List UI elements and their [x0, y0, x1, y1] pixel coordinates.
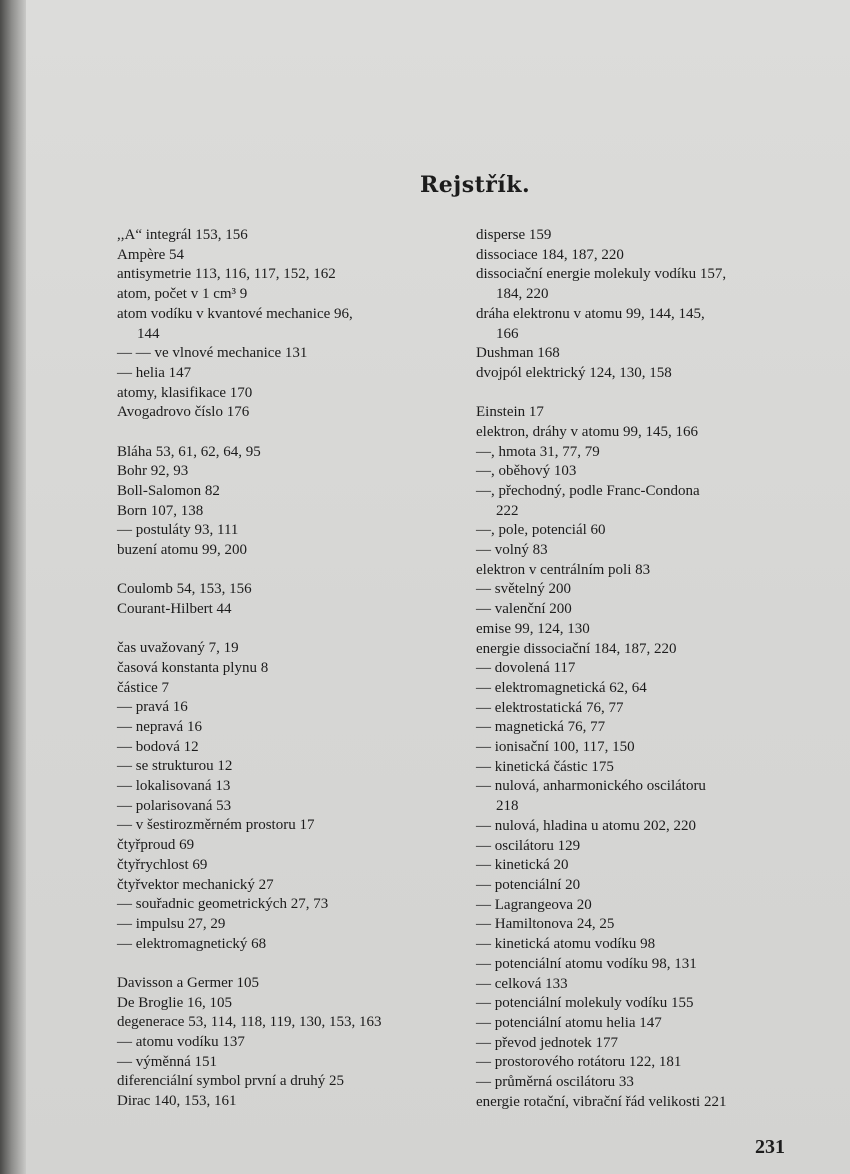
index-entry: Coulomb 54, 153, 156 — [117, 581, 252, 598]
index-entry: 222 — [496, 502, 519, 519]
index-entry: energie dissociační 184, 187, 220 — [476, 640, 677, 657]
index-entry: elektron, dráhy v atomu 99, 145, 166 — [476, 423, 699, 440]
index-entry: — volný 83 — [476, 542, 548, 559]
index-entry: atom, počet v 1 cm³ 9 — [117, 286, 248, 303]
index-entry: dissociace 184, 187, 220 — [476, 246, 624, 263]
index-entry: Courant-Hilbert 44 — [117, 600, 232, 617]
index-entry: Ampère 54 — [117, 246, 185, 263]
index-entry: —, hmota 31, 77, 79 — [476, 443, 600, 460]
index-entry: 144 — [137, 325, 160, 342]
index-entry: — Hamiltonova 24, 25 — [476, 916, 615, 933]
index-entry: — nulová, anharmonického oscilátoru — [476, 778, 706, 795]
index-entry: Davisson a Germer 105 — [117, 974, 260, 991]
index-entry: Dushman 168 — [476, 345, 560, 362]
index-entry: čas uvažovaný 7, 19 — [117, 640, 239, 657]
index-entry: — nepravá 16 — [117, 718, 202, 735]
index-entry: — převod jednotek 177 — [476, 1034, 619, 1051]
page-title: Rejstřík. — [420, 172, 531, 198]
index-entry: 218 — [496, 798, 519, 815]
index-entry: — elektromagnetický 68 — [117, 935, 267, 952]
index-entry: — průměrná oscilátoru 33 — [476, 1074, 634, 1091]
index-entry: dvojpól elektrický 124, 130, 158 — [476, 364, 672, 381]
index-entry: degenerace 53, 114, 118, 119, 130, 153, 163 — [117, 1014, 382, 1031]
index-entry: — výměnná 151 — [117, 1053, 217, 1070]
index-entry: — potenciální atomu vodíku 98, 131 — [476, 955, 697, 972]
index-entry: — postuláty 93, 111 — [117, 522, 239, 539]
index-entry: Born 107, 138 — [117, 502, 204, 519]
index-entry: De Broglie 16, 105 — [117, 994, 232, 1011]
index-entry: diferenciální symbol první a druhý 25 — [117, 1073, 345, 1090]
index-entry: elektron v centrálním poli 83 — [476, 561, 651, 578]
index-entry: emise 99, 124, 130 — [476, 620, 590, 637]
index-entry: — lokalisovaná 13 — [117, 778, 231, 795]
index-entry: částice 7 — [117, 679, 170, 696]
index-entry: dráha elektronu v atomu 99, 144, 145, — [476, 305, 705, 322]
index-entry: — ionisační 100, 117, 150 — [476, 739, 635, 756]
index-column-left — [117, 226, 457, 1112]
index-entry: buzení atomu 99, 200 — [117, 542, 247, 559]
index-entry: čtyřrychlost 69 — [117, 856, 208, 873]
index-entry: Einstein 17 — [476, 404, 544, 421]
index-entry: ,,A“ integrál 153, 156 — [117, 227, 248, 243]
section-gap — [117, 561, 457, 581]
index-entry: Bláha 53, 61, 62, 64, 95 — [117, 443, 261, 460]
index-entry: — dovolená 117 — [476, 660, 576, 677]
section-gap — [117, 423, 457, 443]
index-entry: — potenciální atomu helia 147 — [476, 1014, 662, 1031]
index-entry: čtyřvektor mechanický 27 — [117, 876, 274, 893]
index-entry: — v šestirozměrném prostoru 17 — [117, 817, 315, 834]
index-entry: energie rotační, vibrační řád velikosti 221 — [476, 1093, 727, 1110]
index-entry: 166 — [496, 325, 519, 342]
index-entry: — atomu vodíku 137 — [117, 1034, 245, 1051]
index-entry: Boll-Salomon 82 — [117, 482, 220, 499]
index-entry: — polarisovaná 53 — [117, 797, 232, 814]
index-entry: —, pole, potenciál 60 — [476, 522, 606, 539]
index-entry: disperse 159 — [476, 227, 552, 243]
index-entry: Avogadrovo číslo 176 — [117, 404, 250, 421]
page-number: 231 — [755, 1136, 785, 1158]
index-entry: — — ve vlnové mechanice 131 — [117, 345, 308, 362]
index-entry: — souřadnic geometrických 27, 73 — [117, 896, 329, 913]
book-spine-shadow — [0, 0, 26, 1174]
index-entry: dissociační energie molekuly vodíku 157, — [476, 266, 727, 283]
index-entry: — impulsu 27, 29 — [117, 916, 226, 932]
index-entry: časová konstanta plynu 8 — [117, 659, 269, 676]
index-entry: — potenciální molekuly vodíku 155 — [476, 995, 694, 1012]
index-entry: — Lagrangeova 20 — [476, 896, 592, 913]
section-gap — [117, 954, 457, 974]
index-entry: čtyřproud 69 — [117, 837, 195, 854]
index-entry: — elektromagnetická 62, 64 — [476, 679, 647, 696]
index-entry: antisymetrie 113, 116, 117, 152, 162 — [117, 266, 336, 283]
section-gap — [476, 384, 826, 404]
section-gap — [117, 620, 457, 640]
index-entry: 184, 220 — [496, 286, 549, 303]
index-entry: — se strukturou 12 — [117, 758, 233, 775]
index-entry: Bohr 92, 93 — [117, 463, 189, 480]
index-entry: Dirac 140, 153, 161 — [117, 1093, 237, 1110]
index-entry: —, přechodný, podle Franc-Condona — [476, 482, 700, 499]
index-entry: — pravá 16 — [117, 699, 188, 716]
index-entry: — valenční 200 — [476, 601, 572, 618]
index-entry: — nulová, hladina u atomu 202, 220 — [476, 817, 696, 834]
index-entry: — kinetická částic 175 — [476, 758, 614, 775]
index-entry: — helia 147 — [117, 364, 192, 381]
index-entry: — bodová 12 — [117, 738, 199, 755]
index-entry: — světelný 200 — [476, 581, 571, 598]
index-entry: — prostorového rotátoru 122, 181 — [476, 1054, 682, 1071]
index-entry: — oscilátoru 129 — [476, 837, 581, 854]
index-entry: — kinetická atomu vodíku 98 — [476, 936, 656, 953]
index-column-right — [476, 226, 826, 1112]
index-entry: — magnetická 76, 77 — [476, 719, 606, 736]
index-entry: — potenciální 20 — [476, 877, 581, 893]
index-entry: — elektrostatická 76, 77 — [476, 699, 624, 716]
index-entry: —, oběhový 103 — [476, 463, 577, 480]
index-entry: — kinetická 20 — [476, 857, 569, 874]
index-entry: atomy, klasifikace 170 — [117, 384, 253, 401]
index-entry: atom vodíku v kvantové mechanice 96, — [117, 305, 353, 322]
index-entry: — celková 133 — [476, 975, 568, 992]
